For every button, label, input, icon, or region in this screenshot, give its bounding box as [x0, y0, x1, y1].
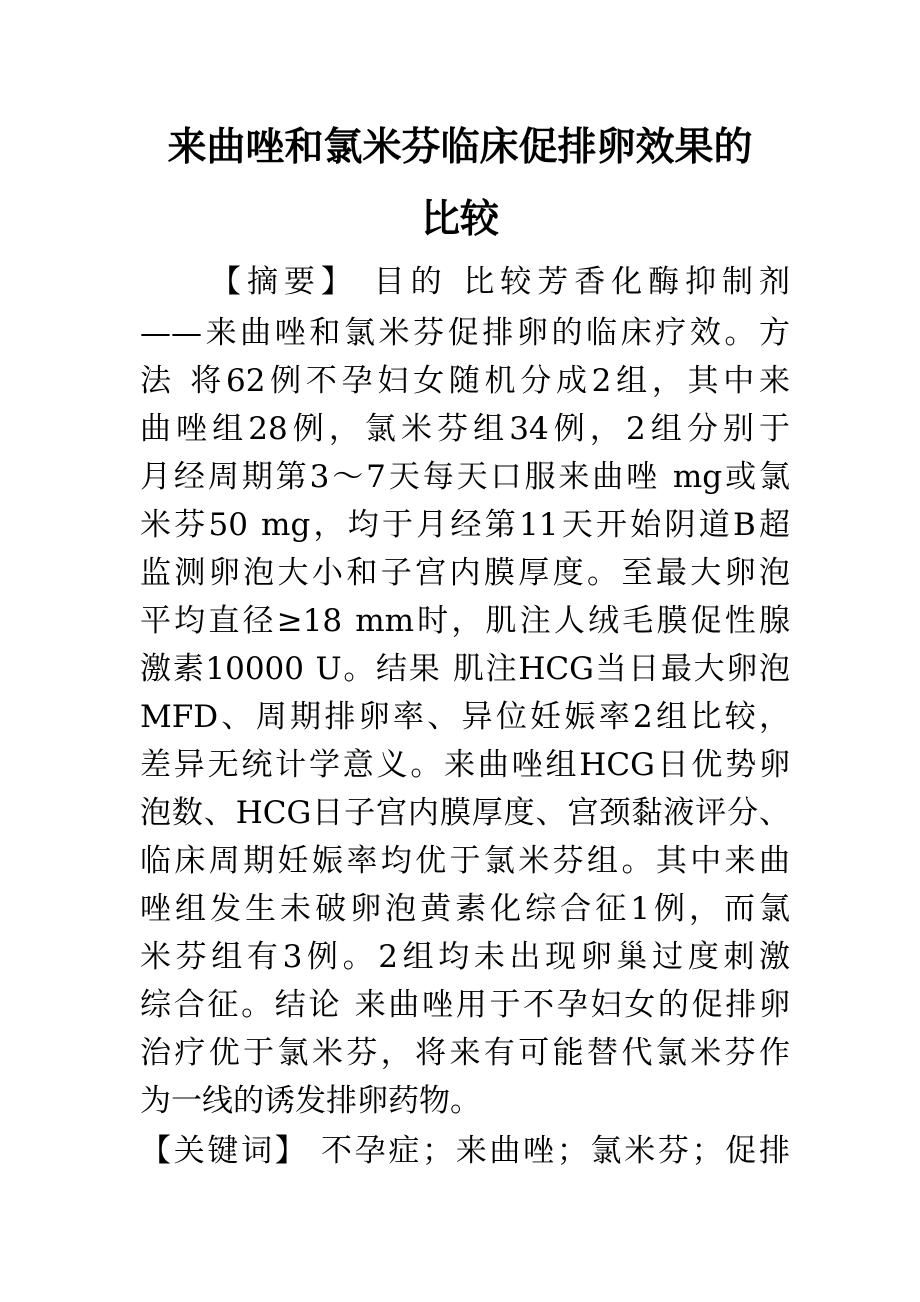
abstract-line: 法 将62例不孕妇女随机分成2组，其中来 — [140, 363, 790, 399]
abstract-line: 月经周期第3～7天每天口服来曲唑 mg或氯 — [140, 459, 790, 495]
abstract-line: 米芬组有3例。2组均未出现卵巢过度刺激 — [140, 939, 790, 975]
abstract-line: ——来曲唑和氯米芬促排卵的临床疗效。方 — [140, 315, 790, 351]
abstract-line: 【摘要】 目的 比较芳香化酶抑制剂 — [210, 264, 790, 300]
abstract-line: 治疗优于氯米芬，将来有可能替代氯米芬作 — [140, 1035, 790, 1071]
abstract-line: 唑组发生未破卵泡黄素化综合征1例，而氯 — [140, 891, 790, 927]
abstract-line: 泡数、HCG日子宫内膜厚度、宫颈黏液评分、 — [140, 795, 790, 831]
abstract-line: 曲唑组28例，氯米芬组34例，2组分别于 — [140, 411, 790, 447]
abstract-line: MFD、周期排卵率、异位妊娠率2组比较， — [140, 699, 790, 735]
abstract-line: 激素10000 U。结果 肌注HCG当日最大卵泡 — [140, 651, 790, 687]
abstract-line: 综合征。结论 来曲唑用于不孕妇女的促排卵 — [140, 987, 790, 1023]
abstract-line: 为一线的诱发排卵药物。 — [140, 1083, 481, 1119]
abstract-line: 米芬50 mg，均于月经第11天开始阴道B超 — [140, 507, 790, 543]
abstract-line: 临床周期妊娠率均优于氯米芬组。其中来曲 — [140, 843, 790, 879]
document-title-line-2: 比较 — [420, 197, 499, 242]
abstract-line: 监测卵泡大小和子宫内膜厚度。至最大卵泡 — [140, 555, 790, 591]
abstract-line: 平均直径≥18 mm时，肌注人绒毛膜促性腺 — [140, 603, 790, 639]
keywords-line: 【关键词】 不孕症；来曲唑；氯米芬；促排 — [140, 1133, 790, 1169]
document-title-line-1: 来曲唑和氯米芬临床促排卵效果的 — [167, 125, 753, 170]
abstract-line: 差异无统计学意义。来曲唑组HCG日优势卵 — [140, 747, 790, 783]
